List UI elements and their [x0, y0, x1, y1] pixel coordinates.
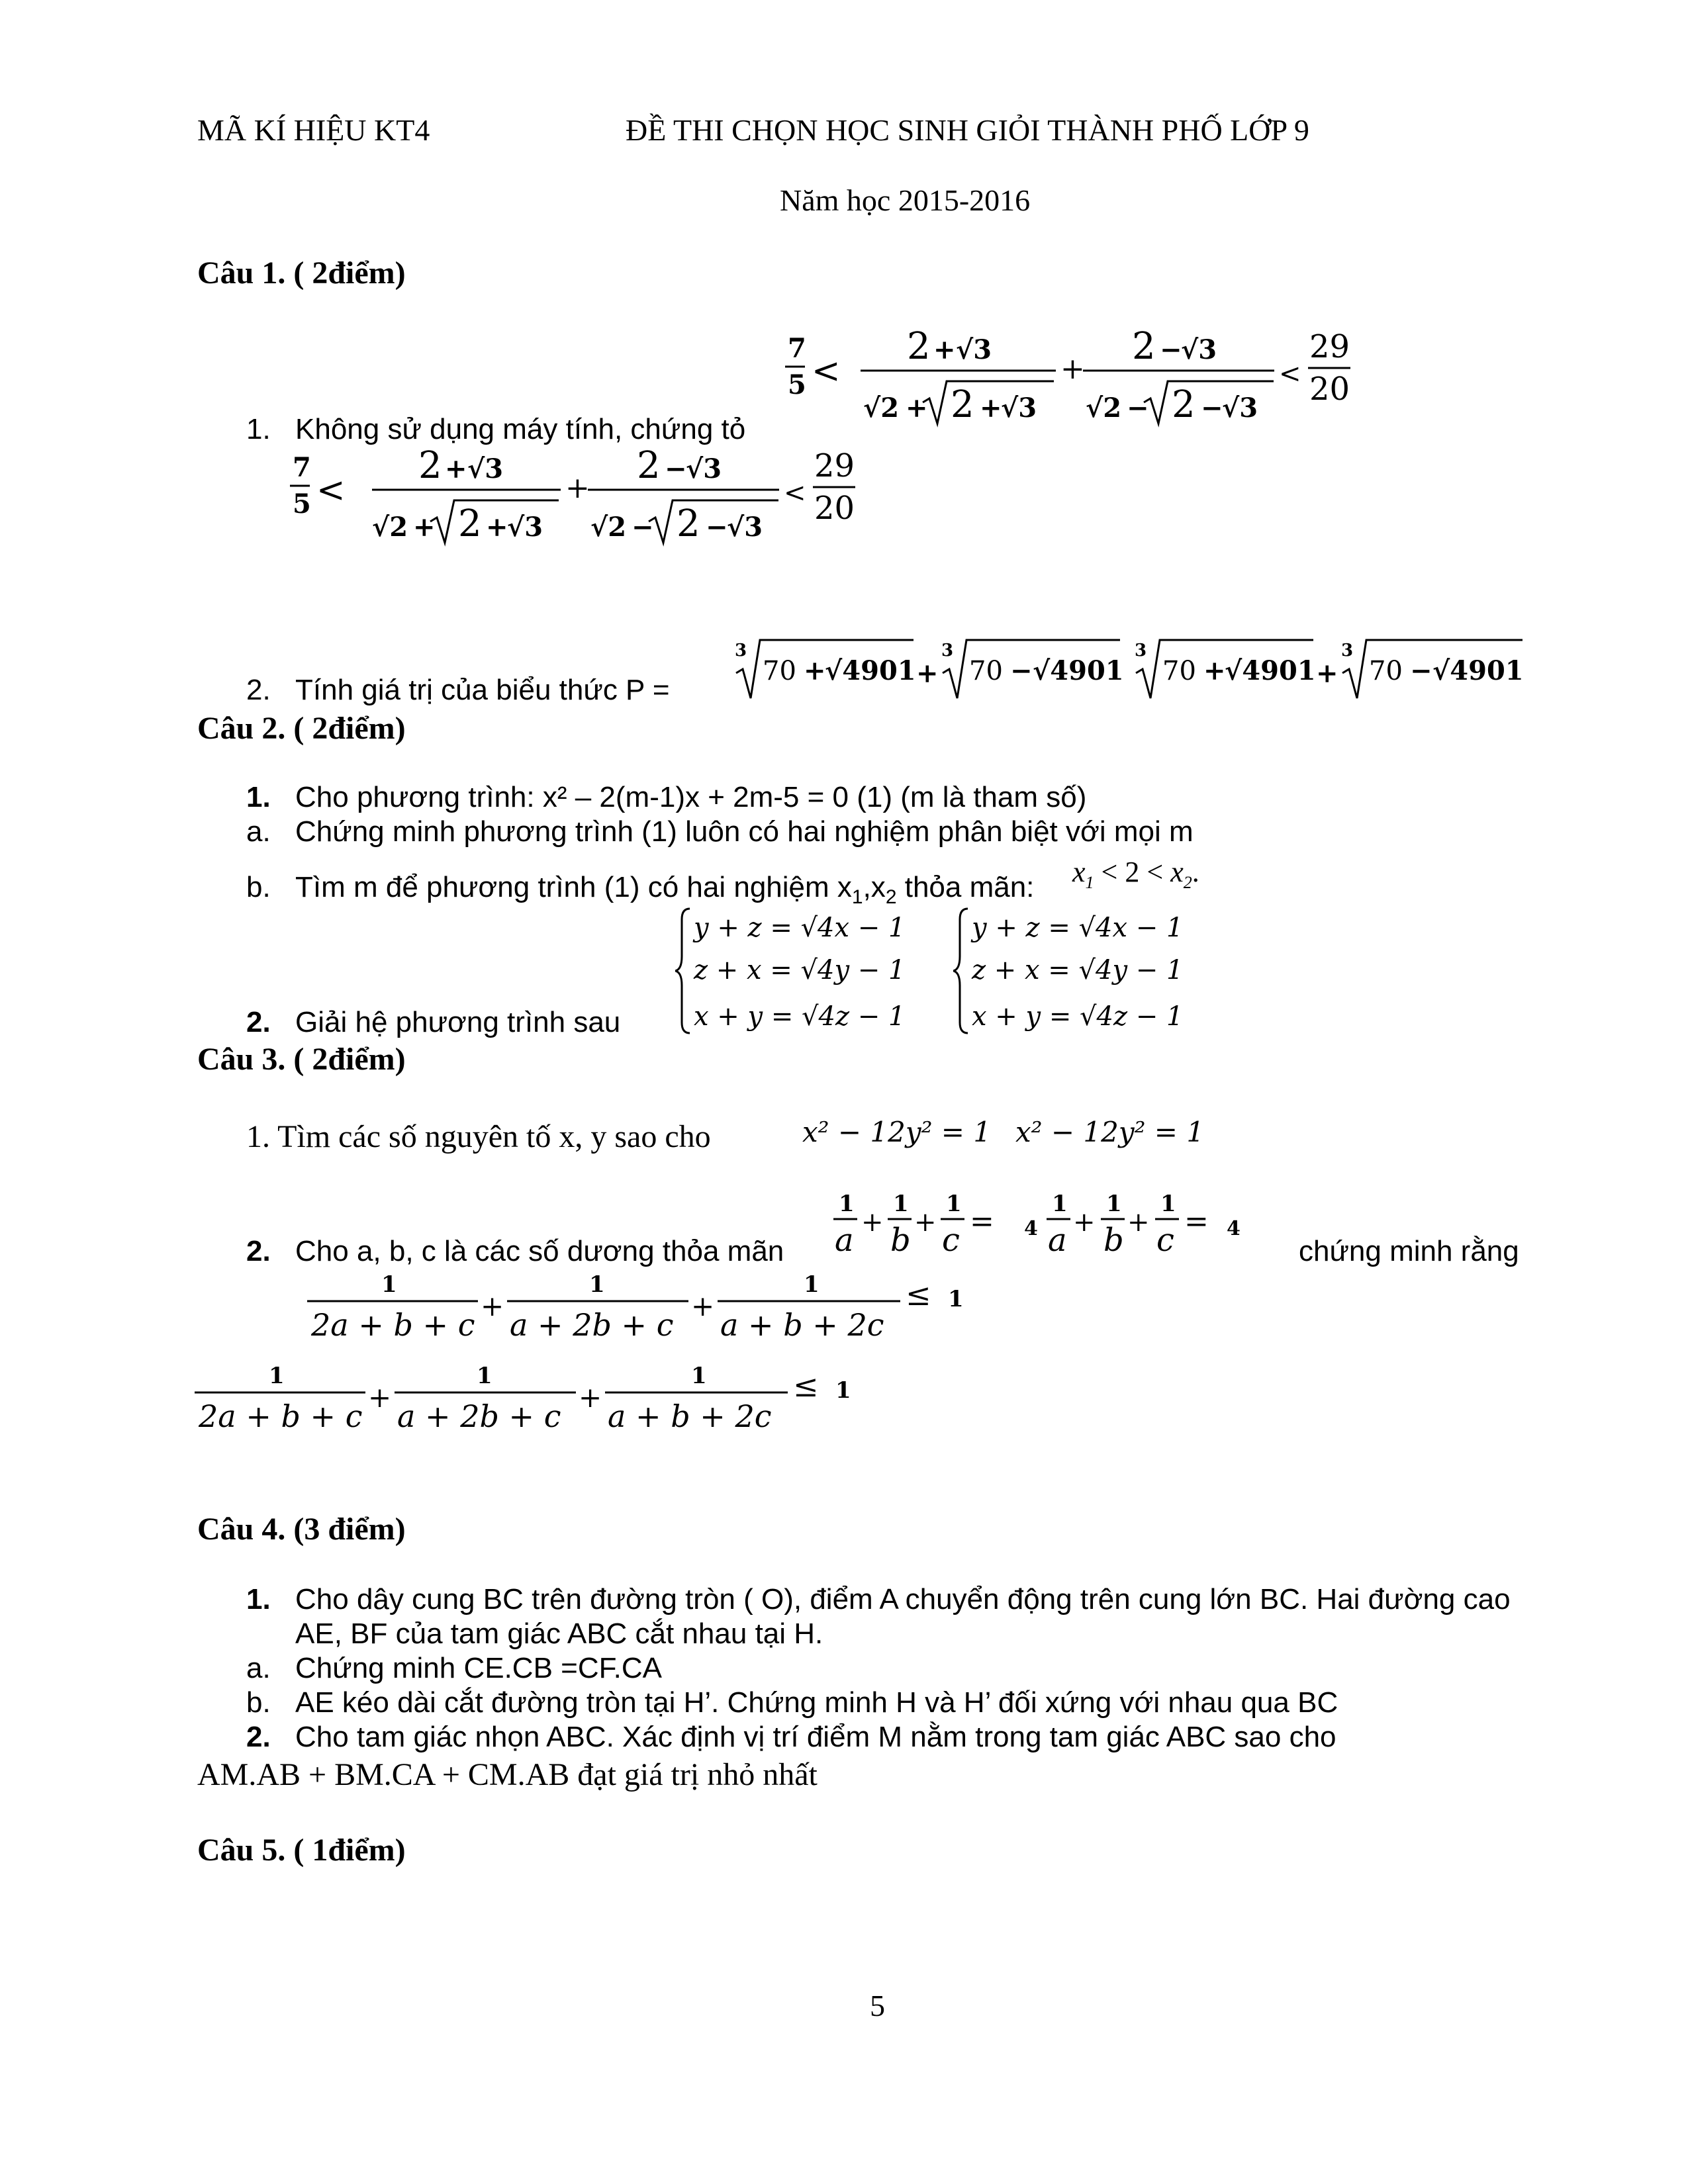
equals: =: [1184, 1205, 1209, 1238]
sum-inequality-repeat: [192, 1355, 874, 1441]
frac-den: 20: [814, 490, 855, 527]
frac-num: 1: [269, 1363, 285, 1389]
frac-num: 1: [477, 1363, 492, 1389]
frac-den: a + b + 2c: [608, 1398, 772, 1434]
less-equal: ≤: [793, 1368, 819, 1404]
equation-3: x + y = √4z − 1: [694, 1001, 906, 1032]
question-4-heading: Câu 4. (3 điểm): [197, 1512, 406, 1547]
q1-item-1-text: Không sử dụng máy tính, chứng tỏ: [295, 413, 746, 445]
frac-den: 5: [788, 369, 806, 400]
root-index: 3: [1341, 641, 1354, 660]
sqrt4901: √4901: [1225, 655, 1316, 686]
plus: +: [980, 392, 1002, 424]
school-year: Năm học 2015-2016: [780, 183, 1031, 217]
num-2: 2: [1172, 383, 1196, 426]
num-2: 2: [951, 383, 974, 426]
plus: +: [916, 658, 939, 689]
reciprocal-sum-condition: [831, 1185, 1307, 1271]
num-2: 2: [677, 502, 700, 545]
exam-title: ĐỀ THI CHỌN HỌC SINH GIỎI THÀNH PHỐ LỚP 9: [626, 113, 1309, 147]
q4-item-2-number: 2.: [246, 1721, 271, 1753]
sqrt3: √3: [1222, 392, 1258, 424]
plus: +: [804, 655, 826, 686]
less-than: <: [812, 351, 841, 391]
frac-den: a: [1048, 1222, 1067, 1259]
q1-item-1-number: 1.: [246, 413, 271, 445]
question-3-heading: Câu 3. ( 2điểm): [197, 1042, 406, 1077]
cube-root-expression: [728, 632, 1549, 705]
frac-num: 1: [893, 1191, 909, 1217]
minus: −: [1127, 392, 1149, 424]
equation-system-repeat: [953, 903, 1218, 1039]
minus: −: [1010, 655, 1033, 686]
inequality-formula: [781, 318, 1364, 450]
sqrt2: √2: [863, 392, 900, 424]
plus: +: [1203, 655, 1226, 686]
frac-den: b: [890, 1222, 911, 1259]
num-2: 2: [458, 502, 482, 545]
rhs-1: 1: [948, 1286, 964, 1312]
frac-den: 20: [1309, 371, 1350, 408]
rhs-1: 1: [835, 1377, 851, 1404]
less-than: <: [316, 471, 346, 510]
q4-item-1-number: 1.: [246, 1583, 271, 1615]
rhs-4: 4: [1024, 1217, 1038, 1240]
frac-den: 2a + b + c: [199, 1398, 363, 1434]
q2-item-b-number: b.: [246, 871, 271, 903]
system-brace: [953, 909, 968, 1033]
q2-item-1-text: Cho phương trình: x² – 2(m-1)x + 2m-5 = 0 (1) (m là tham số): [295, 781, 1087, 813]
sqrt3: √3: [467, 453, 504, 484]
sqrt2: √2: [1086, 392, 1122, 424]
frac-num: 1: [589, 1271, 605, 1298]
q4-item-a-number: a.: [246, 1652, 271, 1684]
plus: +: [1060, 352, 1085, 386]
frac-den: a + 2b + c: [510, 1307, 674, 1343]
question-2-heading: Câu 2. ( 2điểm): [197, 711, 406, 746]
root-index: 3: [1135, 641, 1147, 660]
q4-item-b-number: b.: [246, 1686, 271, 1719]
plus: +: [565, 471, 590, 505]
q1-item-2-number: 2.: [246, 674, 271, 706]
exam-code: MÃ KÍ HIỆU KT4: [197, 113, 430, 147]
q3-item-1-text: 1. Tìm các số nguyên tố x, y sao cho: [246, 1119, 711, 1154]
q4-item-b-text: AE kéo dài cắt đường tròn tại H’. Chứng minh H và H’ đối xứng với nhau qua BC: [295, 1686, 1338, 1719]
frac-num: 1: [381, 1271, 397, 1298]
q3-item-2-tail: chứng minh rằng: [1299, 1235, 1519, 1267]
c70: 70: [763, 656, 796, 686]
less-equal: ≤: [906, 1277, 931, 1312]
num-2: 2: [1132, 325, 1156, 368]
equation-2: z + x = √4y − 1: [694, 955, 906, 985]
diophantine-equation-repeat: x² − 12y² = 1: [1015, 1116, 1205, 1148]
frac-num: 1: [1160, 1191, 1176, 1217]
sqrt3: √3: [956, 334, 992, 365]
sqrt3: √3: [727, 512, 763, 543]
equation-2: z + x = √4y − 1: [972, 955, 1184, 985]
plus: +: [579, 1381, 602, 1414]
sqrt3: √3: [686, 453, 722, 484]
frac-den: b: [1103, 1222, 1124, 1259]
frac-num: 1: [839, 1191, 855, 1217]
frac-num: 7: [788, 333, 806, 364]
c70: 70: [1369, 656, 1403, 686]
sum-inequality: [305, 1264, 986, 1350]
frac-den: c: [942, 1222, 960, 1259]
equation-3: x + y = √4z − 1: [972, 1001, 1184, 1032]
minus: −: [665, 453, 687, 484]
equals: =: [970, 1205, 994, 1238]
plus: +: [368, 1381, 392, 1414]
minus: −: [706, 512, 728, 543]
plus: +: [486, 512, 508, 543]
sqrt4901: √4901: [825, 655, 916, 686]
page-number: 5: [870, 1989, 885, 2023]
question-1-heading: Câu 1. ( 2điểm): [197, 255, 406, 291]
root-index: 3: [941, 641, 954, 660]
q4-item-2-tail: AM.AB + BM.CA + CM.AB đạt giá trị nhỏ nhất: [197, 1757, 818, 1792]
sqrt3: √3: [507, 512, 543, 543]
less-than: <: [784, 478, 806, 508]
sqrt2: √2: [372, 512, 408, 543]
q2-item-1-number: 1.: [246, 781, 271, 813]
root-index: 3: [735, 641, 747, 660]
frac-den: c: [1156, 1222, 1174, 1259]
equation-1: y + z = √4x − 1: [694, 913, 906, 943]
diophantine-equation: x² − 12y² = 1: [802, 1116, 992, 1148]
q3-item-2-number: 2.: [246, 1235, 271, 1267]
less-than: <: [1279, 359, 1301, 389]
plus: +: [933, 334, 956, 365]
c70: 70: [1162, 656, 1196, 686]
plus: +: [914, 1207, 937, 1238]
system-brace: [675, 909, 690, 1033]
q4-item-2-text: Cho tam giác nhọn ABC. Xác định vị trí điểm M nằm trong tam giác ABC sao cho: [295, 1721, 1336, 1753]
q2-item-a-number: a.: [246, 815, 271, 848]
sqrt2: √2: [590, 512, 627, 543]
root-condition: $x_1 < 2 < x_2$.: [1072, 856, 1199, 892]
num-2: 2: [637, 444, 661, 487]
frac-den: a + b + 2c: [720, 1307, 884, 1343]
minus: −: [1160, 334, 1182, 365]
frac-den: a: [835, 1222, 854, 1259]
frac-num: 1: [691, 1363, 707, 1389]
minus: −: [1201, 392, 1223, 424]
question-5-heading: Câu 5. ( 1điểm): [197, 1833, 406, 1868]
frac-num: 1: [1106, 1191, 1122, 1217]
q4-item-a-text: Chứng minh CE.CB =CF.CA: [295, 1652, 662, 1684]
sqrt3: √3: [1001, 392, 1037, 424]
frac-num: 29: [1309, 328, 1350, 365]
plus: +: [481, 1290, 504, 1322]
q2-item-b-text: Tìm m để phương trình (1) có hai nghiệm $x_1,x_2$ thỏa mãn:: [295, 871, 1035, 908]
minus: −: [632, 512, 654, 543]
frac-den: 5: [293, 488, 311, 520]
frac-den: a + 2b + c: [397, 1398, 561, 1434]
rhs-4: 4: [1227, 1217, 1241, 1240]
frac-num: 1: [1052, 1191, 1068, 1217]
q4-item-1-line-1: Cho dây cung BC trên đường tròn ( O), điểm A chuyển động trên cung lớn BC. Hai đường cao: [295, 1583, 1511, 1615]
sqrt4901: √4901: [1033, 655, 1124, 686]
q2-item-a-text: Chứng minh phương trình (1) luôn có hai nghiệm phân biệt với mọi m: [295, 815, 1194, 848]
frac-num: 1: [946, 1191, 962, 1217]
q4-item-1-line-2: AE, BF của tam giác ABC cắt nhau tại H.: [295, 1617, 823, 1650]
plus: +: [445, 453, 467, 484]
plus: +: [906, 392, 928, 424]
equation-1: y + z = √4x − 1: [972, 913, 1184, 943]
plus: +: [413, 512, 436, 543]
q2-item-2-text: Giải hệ phương trình sau: [295, 1006, 621, 1038]
inequality-formula-repeat: [286, 437, 868, 569]
sqrt3: √3: [1181, 334, 1217, 365]
plus: +: [691, 1290, 715, 1322]
frac-num: 1: [804, 1271, 820, 1298]
q1-item-2-text: Tính giá trị của biểu thức P =: [295, 674, 670, 706]
q2-item-2-number: 2.: [246, 1006, 271, 1038]
plus: +: [1127, 1207, 1150, 1238]
plus: +: [1316, 658, 1338, 689]
plus: +: [1073, 1207, 1096, 1238]
minus: −: [1410, 655, 1432, 686]
q3-item-2-text: Cho a, b, c là các số dương thỏa mãn: [295, 1235, 784, 1267]
c70: 70: [969, 656, 1003, 686]
equation-system: [675, 903, 940, 1039]
num-2: 2: [907, 325, 931, 368]
frac-num: 29: [814, 447, 855, 484]
frac-den: 2a + b + c: [311, 1307, 475, 1343]
sqrt4901: √4901: [1432, 655, 1524, 686]
frac-num: 7: [293, 452, 311, 483]
num-2: 2: [418, 444, 442, 487]
plus: +: [861, 1207, 884, 1238]
